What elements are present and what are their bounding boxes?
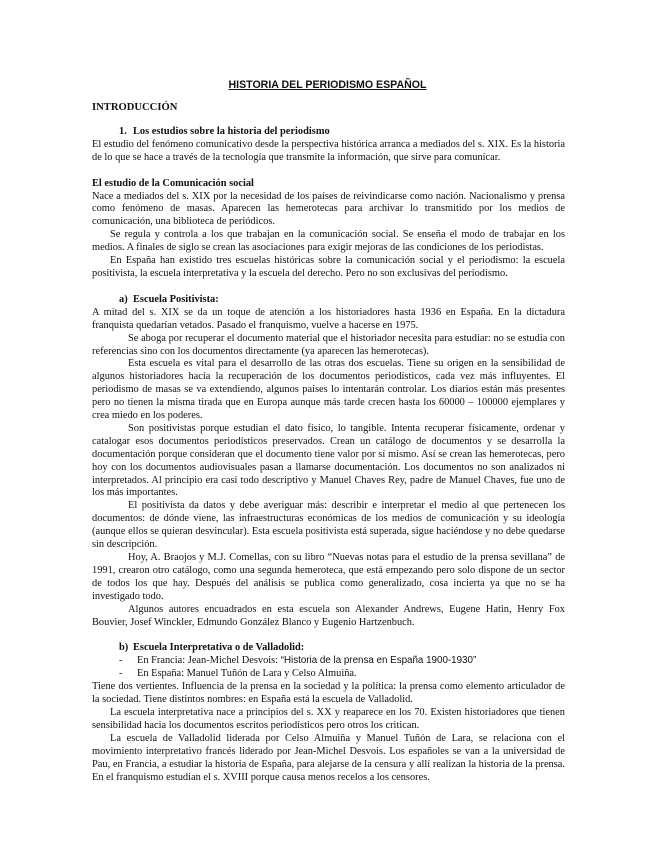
- list-item: [119, 655, 565, 668]
- list-item: [119, 668, 565, 681]
- paragraph: Se regula y controla a los que trabajan en la comunicación social. Se enseña el modo de trabajar en los medios. A finales de siglo se crean las asociaciones para exigir mejoras de las condiciones de los periodistas.: [92, 229, 565, 254]
- paragraph: Son positivistas porque estudian el dato físico, lo tangible. Intenta recuperar físicamente, ordenar y catalogar esos documentos periodísticos preservados. Crean un catálogo de documentos y se desarrolla la documentación porque consideran que el documento tiene valor por sí mismo. Así se crean las hemerotecas, pero hoy con los documentos audiovisuales pasan a llamarse documentación. Los documentos no son analizados ni interpretados. Al principio era casi todo descriptivo y Manuel Chaves Rey, padre de Manuel Chaves, fue uno de los más importantes.: [92, 422, 565, 499]
- paragraph: Tiene dos vertientes. Influencia de la prensa en la sociedad y la política: la prensa como elemento articulador de la sociedad. Tiene distintos nombres: en España está la escuela de Valladolid.: [92, 681, 565, 706]
- section-1-title: Los estudios sobre la historia del periodismo: [133, 125, 330, 137]
- paragraph: Nace a mediados del s. XIX por la necesidad de los países de reivindicarse como nación. Nacionalismo y prensa como fenómeno de masas. Aparecen las hemerotecas para archivar lo transmitido por los medios de comunicación, una biblioteca de periódicos.: [92, 190, 565, 228]
- paragraph: La escuela de Valladolid liderada por Celso Almuiña y Manuel Tuñón de Lara, se relaciona con el movimiento interpretativo francés liderado por Jean-Michel Desvois. Los españoles se van a la universidad de Pau, en Francia, a estudiar la historia de España, para alejarse de la censura y allí realizan la historia de la prensa. En el franquismo estudian el s. XVIII porque causa menos recelos a los censores.: [92, 732, 565, 783]
- heading-escuela-interpretativa: [119, 642, 565, 655]
- heading-escuela-positivista: [119, 294, 565, 307]
- paragraph: Esta escuela es vital para el desarrollo de las otras dos escuelas. Tiene su origen en la sensibilidad de algunos historiadores hacia la recuperación de los documentos periodísticos, cada vez más influyentes. El periodismo de masas se va extendiendo, algunos países lo intentarán controlar. Los diarios están más presentes pero no tienen la misma tirada que en Europa aunque más tarde crecen hasta los 60000 – 100000 ejemplares y crea miedo en los poderes.: [92, 358, 565, 422]
- paragraph: El estudio del fenómeno comunicativo desde la perspectiva histórica arranca a mediados del s. XIX. Es la historia de lo que se hace a través de la tecnología que transmite la información, que sirve para comunicar.: [92, 138, 565, 163]
- bullet-text: En Francia: Jean-Michel Desvois:: [137, 655, 281, 667]
- paragraph: Algunos autores encuadrados en esta escuela son Alexander Andrews, Eugene Hatin, Henry Fox Bouvier, Josef Winckler, Edmundo González Blanco y Eugenio Hartzenbuch.: [92, 603, 565, 628]
- paragraph: El positivista da datos y debe averiguar más: describir e interpretar el medio al que pertenecen los documentos: de dónde viene, las infraestructuras económicas de los medios de comunicación y su ideología (aunque ellos se quieran desvincular). Esta escuela positivista está superada, sigue haciéndose y no debe quedarse sin descripción.: [92, 500, 565, 551]
- paragraph: La escuela interpretativa nace a principios del s. XX y reaparece en los 70. Existen historiadores que tienen sensibilidad hacia los documentos escritos periodísticos pero otros los critican.: [92, 706, 565, 731]
- paragraph: Hoy, A. Braojos y M.J. Comellas, con su libro “Nuevas notas para el estudio de la prensa sevillana” de 1991, crearon otro catálogo, como una segunda hemeroteca, que está empezando pero solo dispone de un sector de todos los que hay. Después del análisis se publica como generalizado, cosa incierta ya que no se ha investigado todo.: [92, 552, 565, 602]
- paragraph: A mitad del s. XIX se da un toque de atención a los historiadores hasta 1936 en España. En la dictadura franquista quedarían vetados. Pasado el franquismo, vuelve a hacerse en 1975.: [92, 306, 565, 331]
- paragraph: Se aboga por recuperar el documento material que el historiador necesita para estudiar: no se estudia con referencias sino con los documentos directamente (ya aparecen las hemerotecas).: [92, 332, 565, 357]
- book-title: “Historia de la prensa en España 1900-1930”: [280, 655, 477, 667]
- section-1-number: 1.: [119, 125, 127, 137]
- bullet-text: En España: Manuel Tuñón de Lara y Celso Almuiña.: [137, 668, 357, 680]
- section-b-title: Escuela Interpretativa o de Valladolid:: [133, 642, 305, 654]
- document-title: HISTORIA DEL PERIODISMO ESPAÑOL: [228, 79, 427, 91]
- section-a-title: Escuela Positivista:: [133, 293, 219, 305]
- heading-introduccion: INTRODUCCIÓN: [92, 102, 178, 113]
- heading-section-1: [119, 126, 565, 139]
- bullet-dash: -: [119, 668, 123, 680]
- document-body: [92, 102, 565, 784]
- section-b-label: b): [119, 642, 129, 654]
- paragraph: En España han existido tres escuelas históricas sobre la comunicación social y el periodismo: la escuela positivista, la escuela interpretativa y la escuela del derecho. Pero no son exclusivas del periodismo.: [92, 255, 565, 279]
- bullet-dash: -: [119, 655, 123, 667]
- heading-comunicacion-social: El estudio de la Comunicación social: [92, 177, 254, 189]
- section-a-label: a): [119, 293, 128, 305]
